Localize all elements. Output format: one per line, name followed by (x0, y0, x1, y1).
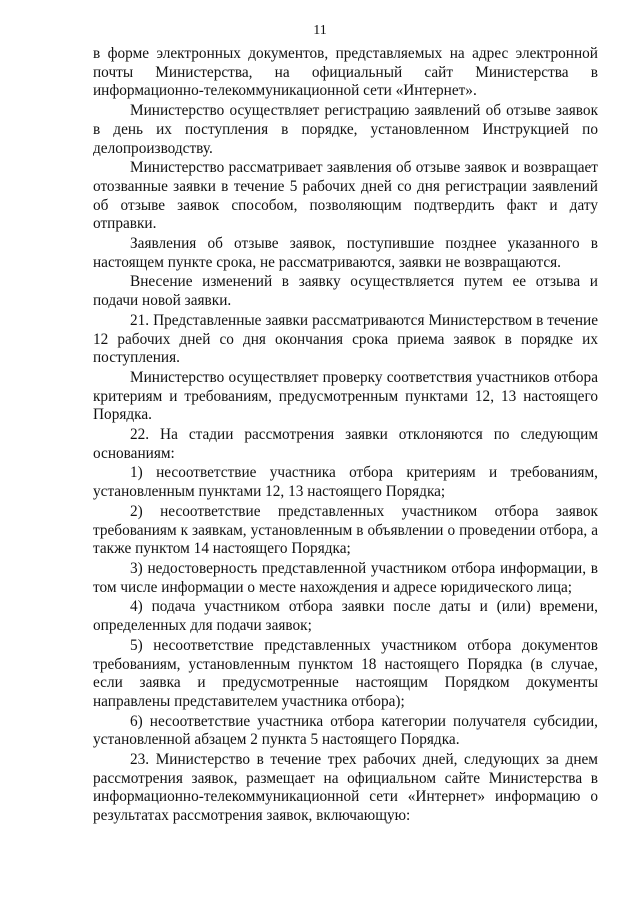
paragraph: Внесение изменений в заявку осуществляется путем ее отзыва и подачи новой заявки. (93, 273, 598, 310)
list-item: 1) несоответствие участника отбора критериям и требованиям, установленным пунктами 12, 13 настоящего Порядка; (93, 464, 598, 501)
page-number: 11 (313, 23, 327, 38)
paragraph: Министерство осуществляет проверку соответствия участников отбора критериям и требованиям, предусмотренным пунктами 12, 13 настоящего Порядка. (93, 368, 598, 424)
clause-21: 21. Представленные заявки рассматриваются Министерством в течение 12 рабочих дней со дня окончания срока приема заявок в порядке их поступления. (93, 311, 598, 367)
paragraph-continuation: в форме электронных документов, представляемых на адрес электронной почты Министерства, на официальный сайт Министерства в информационно-телекоммуникационной сети «Интернет». (93, 45, 598, 100)
list-item: 4) подача участником отбора заявки после даты и (или) времени, определенных для подачи заявок; (93, 598, 598, 635)
clause-22: 22. На стадии рассмотрения заявки отклоняются по следующим основаниям: (93, 426, 598, 462)
list-item: 3) недостоверность представленной участником отбора информации, в том числе информации о месте нахождения и адресе юридического лица; (93, 559, 598, 596)
clause-23: 23. Министерство в течение трех рабочих дней, следующих за днем рассмотрения заявок, размещает на официальном сайте Министерства в информационно-телекоммуникационной сети «Интернет» информацию о результатах рассмотрения заявок, включающую: (93, 751, 598, 825)
paragraph: Заявления об отзыве заявок, поступившие позднее указанного в настоящем пункте срока, не рассматриваются, заявки не возвращаются. (93, 235, 598, 271)
document-body (93, 45, 598, 826)
list-item: 6) несоответствие участника отбора категории получателя субсидии, установленной абзацем 2 пункта 5 настоящего Порядка. (93, 712, 598, 749)
list-item: 2) несоответствие представленных участником отбора заявок требованиям к заявкам, установленным в объявлении о проведении отбора, а также пунктом 14 настоящего Порядка; (93, 502, 598, 558)
paragraph: Министерство рассматривает заявления об отзыве заявок и возвращает отозванные заявки в течение 5 рабочих дней со дня регистрации заявлений об отзыве заявок способом, позволяющим подтвердить факт и дату отправки. (93, 159, 598, 233)
list-item: 5) несоответствие представленных участником отбора документов требованиям, установленным пунктом 18 настоящего Порядка (в случае, если заявка и предусмотренные настоящим Порядком документы направлены представителем участника отбора); (93, 636, 598, 710)
paragraph: Министерство осуществляет регистрацию заявлений об отзыве заявок в день их поступления в порядке, установленном Инструкцией по делопроизводству. (93, 102, 598, 157)
